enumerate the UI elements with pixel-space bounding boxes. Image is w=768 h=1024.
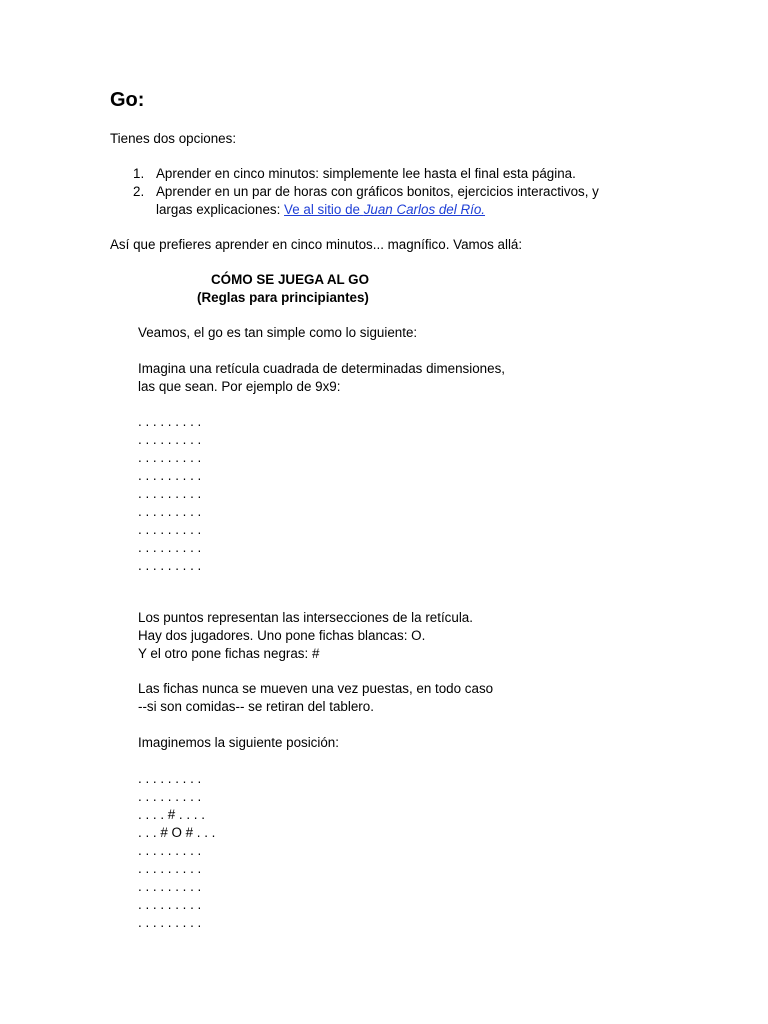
board-row: . . . # O # . . . [138, 825, 216, 840]
board-row: . . . . . . . . . [138, 897, 202, 912]
option-1-text: Aprender en cinco minutos: simplemente lee hasta el final esta página. [156, 166, 576, 181]
board-row: . . . . . . . . . [138, 879, 202, 894]
board-row: . . . . . . . . . [138, 504, 202, 519]
board-row: . . . . . . . . . [138, 843, 202, 858]
paragraph-grid-line-1: Imagina una retícula cuadrada de determinadas dimensiones, [138, 361, 505, 376]
paragraph-players-line-3: Y el otro pone fichas negras: # [138, 646, 320, 661]
choice-text: Así que prefieres aprender en cinco minutos... magnífico. Vamos allá: [110, 237, 523, 252]
link-prefix: Ve al sitio de [284, 202, 364, 217]
board-row: . . . . . . . . . [138, 789, 202, 804]
board-row: . . . . . . . . . [138, 558, 202, 573]
option-2-text: Aprender en un par de horas con gráficos bonitos, ejercicios interactivos, y [156, 184, 599, 199]
intro-text: Tienes dos opciones: [110, 131, 237, 146]
juan-carlos-link[interactable] [284, 202, 485, 217]
section-heading: CÓMO SE JUEGA AL GO [211, 272, 369, 287]
option-1-number: 1. [133, 166, 145, 181]
board-row: . . . . . . . . . [138, 540, 202, 555]
board-row: . . . . . . . . . [138, 432, 202, 447]
option-2-line2-text: largas explicaciones: [156, 202, 285, 217]
paragraph-rules-line-2: --si son comidas-- se retiran del tablero. [138, 699, 374, 714]
page-title: Go: [110, 89, 145, 111]
board-row: . . . . . . . . . [138, 771, 202, 786]
section-subheading: (Reglas para principiantes) [197, 290, 369, 305]
paragraph-grid-line-2: las que sean. Por ejemplo de 9x9: [138, 379, 341, 394]
board-row: . . . . . . . . . [138, 450, 202, 465]
option-2-line2 [156, 201, 485, 219]
paragraph-rules-line-1: Las fichas nunca se mueven una vez puestas, en todo caso [138, 681, 494, 696]
board-row: . . . . . . . . . [138, 915, 202, 930]
paragraph-players-line-1: Los puntos representan las intersecciones de la retícula. [138, 610, 473, 625]
board-row: . . . . . . . . . [138, 486, 202, 501]
board-row: . . . . . . . . . [138, 861, 202, 876]
paragraph-players-line-2: Hay dos jugadores. Uno pone fichas blancas: O. [138, 628, 426, 643]
board-row: . . . . . . . . . [138, 522, 202, 537]
board-row: . . . . . . . . . [138, 468, 202, 483]
paragraph-simple: Veamos, el go es tan simple como lo siguiente: [138, 325, 418, 340]
option-2-number: 2. [133, 184, 145, 199]
board-row: . . . . # . . . . [138, 807, 205, 822]
paragraph-position: Imaginemos la siguiente posición: [138, 735, 339, 750]
link-name: Juan Carlos del Río. [363, 202, 486, 217]
board-row: . . . . . . . . . [138, 414, 202, 429]
